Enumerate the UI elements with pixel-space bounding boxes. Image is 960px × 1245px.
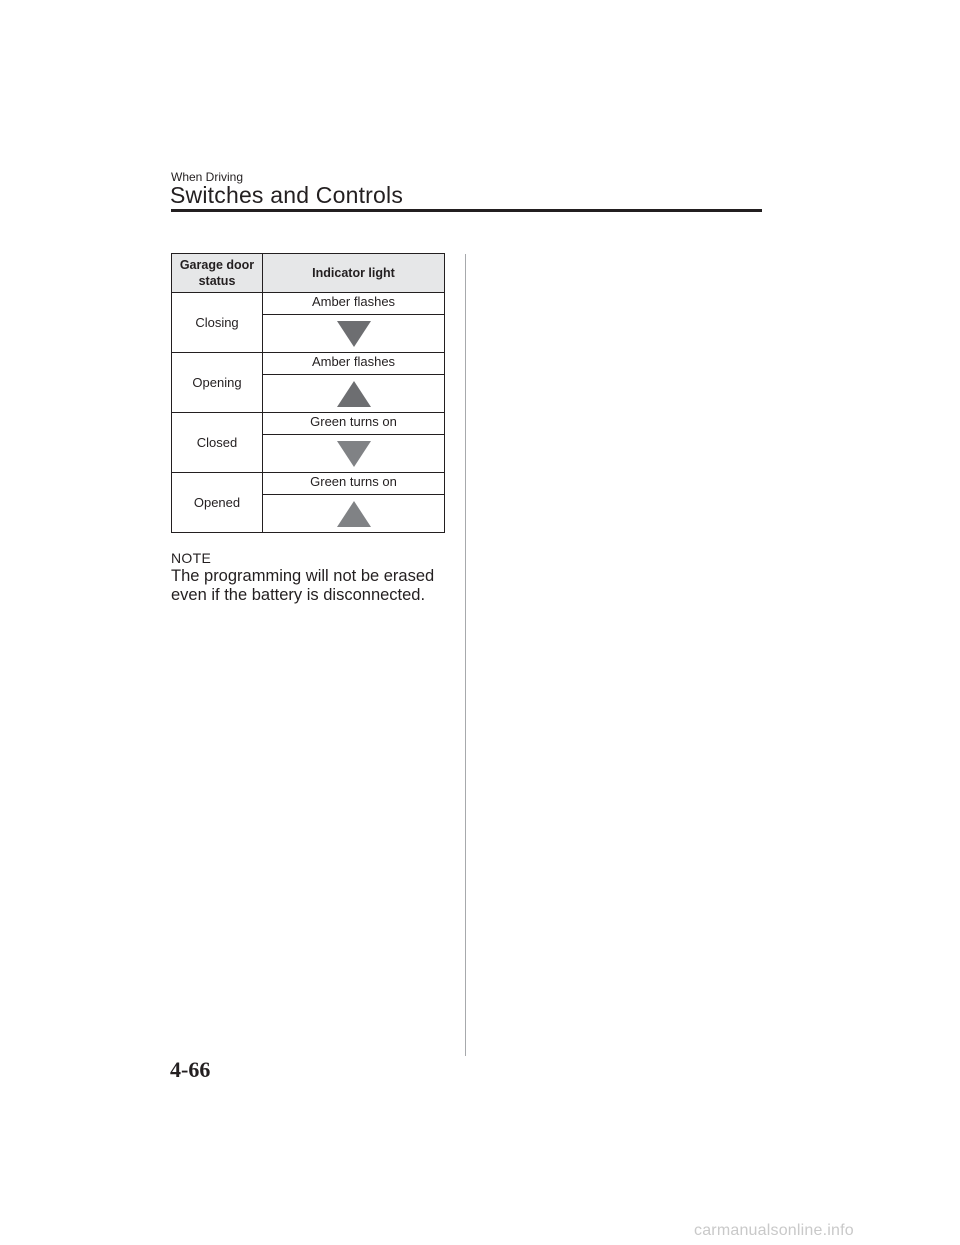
indicator-text: Amber flashes <box>263 353 445 375</box>
indicator-text: Green turns on <box>263 413 445 435</box>
table-header-row <box>172 254 445 293</box>
section-label: When Driving <box>171 170 244 184</box>
table-row <box>172 293 445 315</box>
indicator-text: Amber flashes <box>263 293 445 315</box>
table-row <box>172 473 445 495</box>
header-indicator-light: Indicator light <box>263 254 445 293</box>
page-number: 4-66 <box>170 1057 211 1082</box>
status-closed: Closed <box>172 413 263 473</box>
indicator-icon-cell <box>263 435 445 473</box>
table-row <box>172 413 445 435</box>
status-opening: Opening <box>172 353 263 413</box>
triangle-down-icon <box>337 441 371 467</box>
indicator-icon-cell <box>263 375 445 413</box>
triangle-up-icon <box>337 501 371 527</box>
status-opened: Opened <box>172 473 263 533</box>
column-divider <box>465 254 466 1056</box>
title-rule <box>171 209 762 212</box>
indicator-text: Green turns on <box>263 473 445 495</box>
status-closing: Closing <box>172 293 263 353</box>
note-heading: NOTE <box>171 550 212 566</box>
indicator-icon-cell <box>263 315 445 353</box>
page-title: Switches and Controls <box>170 182 404 208</box>
table-row <box>172 353 445 375</box>
header-garage-door-status: Garage door status <box>172 254 263 293</box>
garage-door-status-table <box>171 253 445 533</box>
note-text: The programming will not be erased even if the battery is disconnected. <box>171 567 435 604</box>
indicator-icon-cell <box>263 495 445 533</box>
triangle-up-icon <box>337 381 371 407</box>
triangle-down-icon <box>337 321 371 347</box>
watermark: carmanualsonline.info <box>694 1222 854 1239</box>
